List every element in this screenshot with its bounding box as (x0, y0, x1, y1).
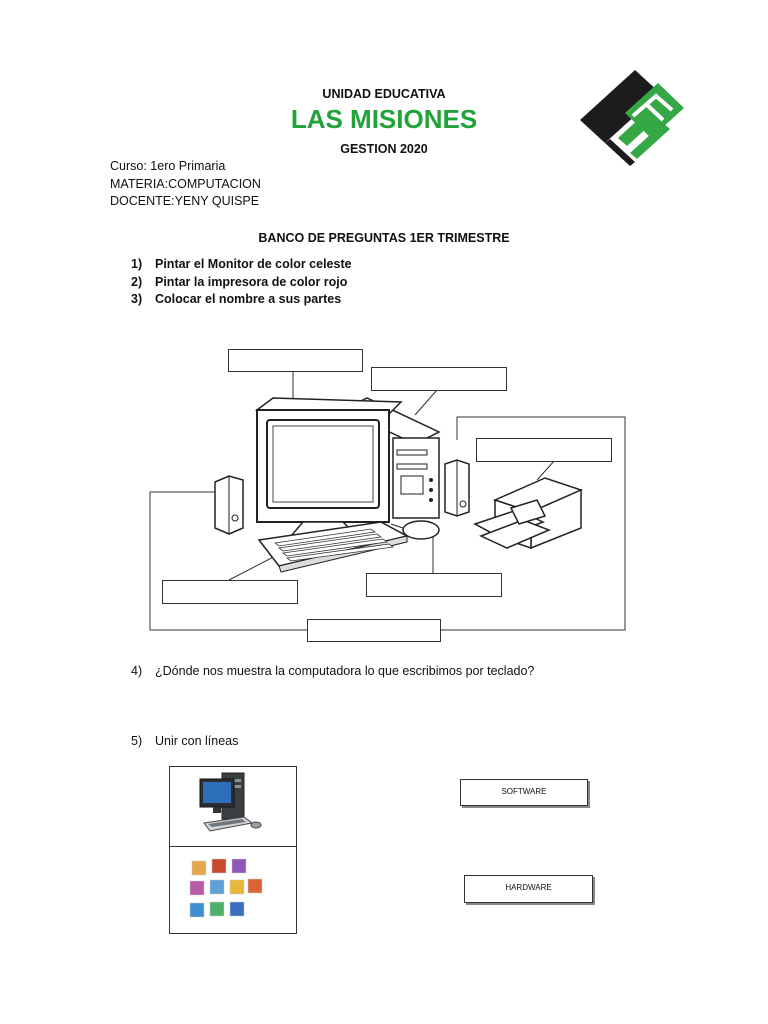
hardware-label[interactable]: HARDWARE (464, 875, 593, 903)
part-name-box[interactable] (162, 580, 298, 604)
school-logo-icon (578, 68, 688, 173)
course-line: Curso: 1ero Primaria (110, 159, 226, 173)
question-text: Colocar el nombre a sus partes (155, 292, 342, 306)
question-3 (131, 292, 341, 306)
part-name-box[interactable] (366, 573, 502, 597)
question-text: Pintar el Monitor de color celeste (155, 257, 352, 271)
office-applications-icon (170, 847, 296, 933)
page-title: BANCO DE PREGUNTAS 1ER TRIMESTRE (258, 231, 510, 245)
question-text: Unir con líneas (155, 734, 239, 748)
question-text: ¿Dónde nos muestra la computadora lo que escribimos por teclado? (155, 664, 535, 678)
part-name-box[interactable] (371, 367, 507, 391)
match-image-frame (169, 766, 297, 848)
subject-line: MATERIA:COMPUTACION (110, 177, 261, 191)
desktop-computer-icon (170, 767, 296, 847)
question-5 (131, 734, 238, 748)
software-label[interactable]: SOFTWARE (460, 779, 588, 806)
teacher-line: DOCENTE:YENY QUISPE (110, 194, 260, 208)
institution-label: UNIDAD EDUCATIVA (322, 87, 446, 101)
term-label: GESTION 2020 (340, 142, 428, 156)
part-name-box[interactable] (228, 349, 363, 372)
question-text: Pintar la impresora de color rojo (155, 275, 348, 289)
question-number: 5) (131, 734, 143, 748)
question-number: 1) (131, 257, 143, 271)
question-4 (131, 664, 534, 678)
part-name-box[interactable] (476, 438, 612, 462)
question-2 (131, 275, 347, 289)
question-1 (131, 257, 352, 271)
question-number: 2) (131, 275, 143, 289)
question-number: 4) (131, 664, 143, 678)
school-name: LAS MISIONES (290, 104, 478, 134)
match-image-frame (169, 846, 297, 934)
question-number: 3) (131, 292, 143, 306)
part-name-box[interactable] (307, 619, 441, 642)
